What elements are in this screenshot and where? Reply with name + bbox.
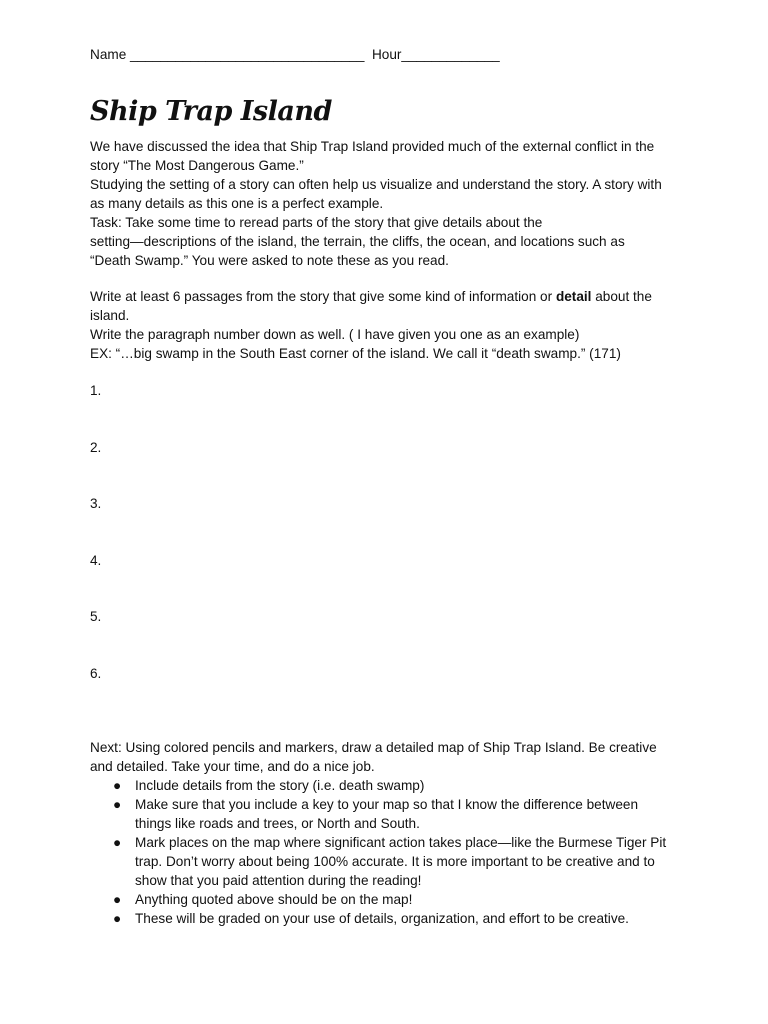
bullet-icon: ● [113,911,122,926]
answer-number: 1. [90,383,102,398]
bullet-icon: ● [113,797,122,812]
intro-line: We have discussed the idea that Ship Trap Island provided much of the external conflict in the [90,139,655,154]
map-task-section [90,738,690,928]
example-line: EX: “…big swamp in the South East corner of the island. We call it “death swamp.” (171) [90,346,621,361]
answer-item-6 [90,664,690,721]
next-line: Next: Using colored pencils and markers, draw a detailed map of Ship Trap Island. Be creative [90,740,657,755]
instruction-text: Write at least 6 passages from the story that give some kind of information or [90,289,556,304]
bullet-text: These will be graded on your use of details, organization, and effort to be creative. [135,911,629,926]
bullet-text: Make sure that you include a key to your map so that I know the difference between [135,797,639,812]
answer-item-2 [90,438,690,495]
next-line: and detailed. Take your time, and do a nice job. [90,759,375,774]
bullet-icon: ● [113,892,122,907]
bullet-item [90,890,690,909]
instructions-block [90,287,690,363]
answer-number: 6. [90,665,102,681]
page-title: Ship Trap Island [90,96,332,127]
bullet-item [90,909,690,928]
bullet-text: Include details from the story (i.e. death swamp) [135,778,425,793]
intro-paragraph [90,137,690,270]
instruction-line-1 [90,287,690,306]
answer-number: 4. [90,552,102,568]
intro-line: as many details as this one is a perfect example. [90,196,384,211]
answer-item-1 [90,381,690,438]
answer-item-3 [90,494,690,551]
bullet-text: trap. Don’t worry about being 100% accurate. It is more important to be creative and to [135,854,655,869]
bullet-icon: ● [113,778,122,793]
map-requirements-list [90,776,690,928]
bullet-text: Anything quoted above should be on the map! [135,892,413,907]
bullet-text: Mark places on the map where significant action takes place—like the Burmese Tiger Pit [135,835,667,850]
instruction-line-3: Write the paragraph number down as well. ( I have given you one as an example) [90,327,580,342]
answer-number: 2. [90,439,102,455]
detail-bold-word: detail [555,289,592,304]
intro-line: story “The Most Dangerous Game.” [90,158,304,173]
answer-item-5 [90,607,690,664]
task-line: setting—descriptions of the island, the terrain, the cliffs, the ocean, and locations such as [90,234,625,249]
instruction-text: about the [591,289,652,304]
answer-number: 3. [90,496,102,511]
bullet-text: things like roads and trees, or North and South. [135,816,420,831]
task-line: Task: Take some time to reread parts of the story that give details about the [90,215,543,230]
task-line: “Death Swamp.” You were asked to note these as you read. [90,253,449,268]
bullet-item [90,833,690,890]
bullet-item [90,795,690,833]
answer-number: 5. [90,609,102,624]
bullet-icon: ● [113,835,122,850]
numbered-answer-list [90,381,690,720]
name-hour-line: Name _______________________________ Hour_____________ [90,47,500,62]
bullet-text: show that you paid attention during the reading! [135,873,422,888]
answer-item-4 [90,551,690,608]
bullet-item [90,776,690,795]
instruction-line-2: island. [90,308,130,323]
intro-line: Studying the setting of a story can often help us visualize and understand the story. A story with [90,177,662,192]
